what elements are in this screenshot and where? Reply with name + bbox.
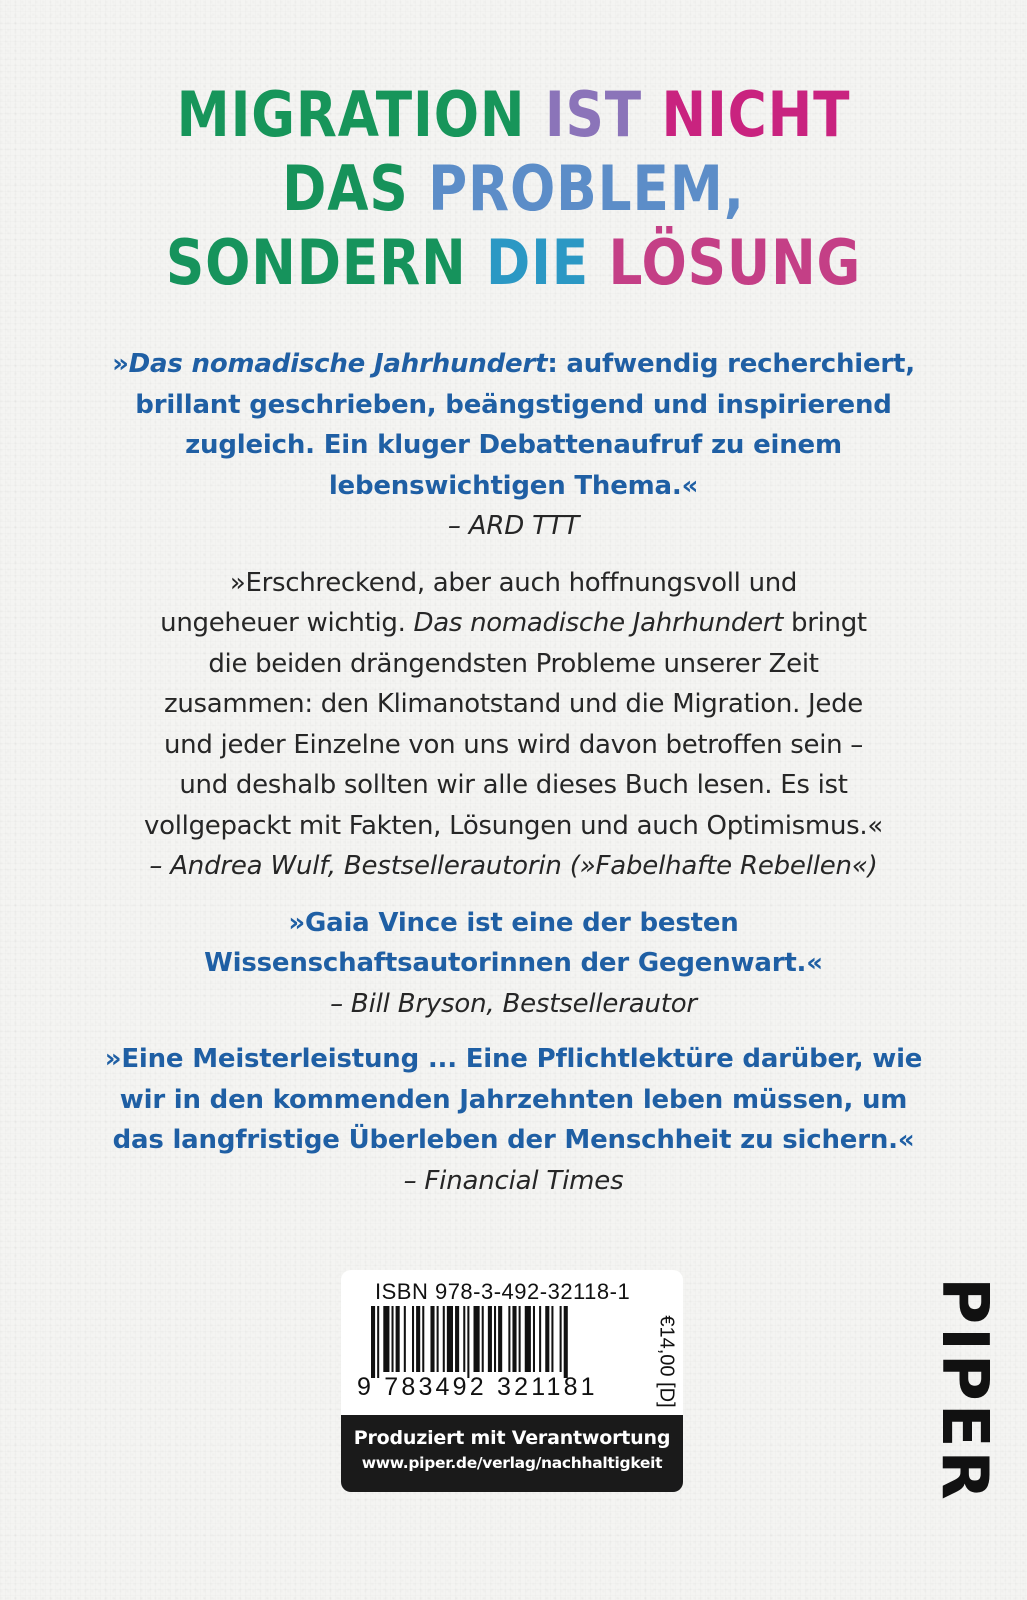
barcode-bar [455,1306,459,1372]
barcode-bar [467,1306,469,1378]
barcode-bar [533,1306,535,1372]
barcode-bar [545,1306,549,1372]
quote-line: und deshalb sollten wir alle dieses Buch lesen. Es ist [179,770,848,800]
headline [72,78,955,300]
headline-word: DAS [282,152,409,225]
quote-open-mark: » [112,349,129,379]
barcode-bar [443,1306,445,1372]
quote-text: aufwendig recherchiert, [566,349,915,379]
barcode-bar [564,1306,568,1378]
barcode-image [371,1306,621,1378]
barcode-bar [404,1306,406,1372]
quote-text: bringt [783,608,867,638]
publisher-logo: PIPER [927,1277,1001,1503]
barcode-bar [377,1306,379,1378]
quote-line: »Gaia Vince ist eine der besten [288,907,739,938]
barcode-bar [560,1306,562,1372]
headline-word: SONDERN [165,226,467,299]
quote-line [100,344,927,385]
headline-word: IST [544,78,643,151]
quote-line: das langfristige Überleben der Menschheit zu sichern.« [112,1125,915,1155]
barcode-bar [416,1306,420,1372]
barcode-bar [463,1306,465,1372]
price-label: €14,00 [D] [655,1315,678,1408]
quote-line: »Eine Meisterleistung ... Eine Pflichtlektüre darüber, wie [104,1044,923,1074]
quote-line: wir in den kommenden Jahrzehnten leben müssen, um [119,1084,908,1115]
barcode-bar [474,1306,480,1372]
barcode-bar [551,1306,553,1372]
quote-colon: : [547,349,558,379]
barcode-bar [508,1306,510,1372]
barcode-bar [498,1306,502,1372]
barcode-digits: 9 783492 321181 [357,1373,598,1401]
headline-line-1 [72,78,955,152]
sustainability-title: Produziert mit Verantwortung [353,1427,671,1449]
headline-word: PROBLEM, [428,152,745,225]
barcode-bar [396,1306,400,1372]
barcode-bar [519,1306,521,1372]
quote-line: zusammen: den Klimanotstand und die Migration. Jede [164,689,863,719]
barcode-bar [430,1306,434,1372]
sustainability-url: www.piper.de/verlag/nachhaltigkeit [361,1454,663,1472]
sustainability-label [341,1415,683,1492]
quote-line: »Erschreckend, aber auch hoffnungsvoll und [229,567,798,598]
headline-word: MIGRATION [176,78,526,151]
quote-line: zugleich. Ein kluger Debattenaufruf zu einem [185,430,842,460]
barcode-bar [525,1306,531,1372]
headline-word: LÖSUNG [608,226,862,299]
quote-line: und jeder Einzelne von uns wird davon betroffen sein – [164,729,863,760]
headline-line-3 [72,226,955,300]
quote-line: lebenswichtigen Thema.« [328,470,699,501]
quotes-section [100,344,927,1201]
barcode-bar [482,1306,484,1372]
barcode-bar [512,1306,516,1372]
book-title: Das nomadische Jahrhundert [128,349,548,379]
barcode-bar [539,1306,541,1372]
barcode-bar [422,1306,424,1372]
barcode-bar [437,1306,439,1372]
quote-line [100,603,927,644]
quote-bill-bryson [100,903,927,1025]
headline-line-2 [72,152,955,226]
barcode-bar [412,1306,414,1372]
quote-source: – Andrea Wulf, Bestsellerautorin (»Fabelhafte Rebellen«) [149,851,878,881]
quote-financial-times [100,1039,927,1201]
isbn-text: ISBN 978-3-492-32118-1 [375,1279,631,1304]
barcode-bar [494,1306,496,1372]
quote-andrea-wulf [100,563,927,887]
barcode-bar [371,1306,375,1378]
barcode-bar [488,1306,492,1372]
quote-source: – ARD TTT [447,511,580,541]
quote-ard [100,344,927,547]
book-title: Das nomadische Jahrhundert [413,608,784,638]
barcode-bar [392,1306,394,1372]
quote-source: – Bill Bryson, Bestsellerautor [330,988,697,1019]
headline-word: DIE [485,226,590,299]
quote-line: Wissenschaftsautorinnen der Gegenwart.« [204,948,823,978]
quote-line: brillant geschrieben, beängstigend und inspirierend [135,389,892,420]
barcode-bar [383,1306,389,1372]
quote-source: – Financial Times [403,1165,624,1196]
barcode-box [341,1270,683,1492]
headline-word: NICHT [661,78,851,151]
quote-text: ungeheuer wichtig. [160,608,414,638]
barcode-bar [447,1306,453,1372]
quote-line: vollgepackt mit Fakten, Lösungen und auch Optimismus.« [144,810,883,841]
quote-line: die beiden drängendsten Probleme unserer Zeit [208,648,819,679]
